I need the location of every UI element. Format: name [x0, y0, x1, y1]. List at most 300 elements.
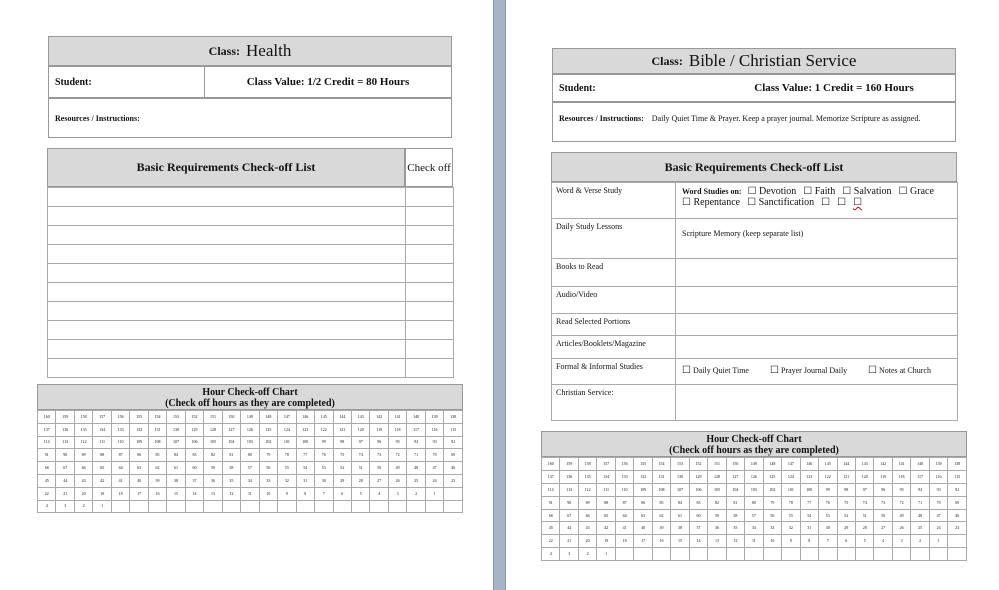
hour-cell[interactable]: 156: [111, 411, 129, 424]
hour-cell[interactable]: 2: [407, 487, 425, 500]
hour-cell[interactable]: 81: [726, 496, 744, 509]
hour-cell[interactable]: 10: [763, 535, 781, 548]
hour-cell[interactable]: 158: [74, 411, 92, 424]
hour-cell[interactable]: 24: [929, 522, 947, 535]
hour-cell[interactable]: 9: [782, 535, 800, 548]
hour-cell[interactable]: 53: [315, 462, 333, 475]
hour-cell[interactable]: 29: [837, 522, 855, 535]
hour-cell[interactable]: 128: [204, 423, 222, 436]
hour-cell[interactable]: [819, 548, 837, 561]
checkbox-icon[interactable]: ☐: [770, 365, 779, 376]
hour-cell[interactable]: 146: [800, 458, 818, 471]
hour-cell[interactable]: 3: [892, 535, 910, 548]
checkbox-icon[interactable]: ☐: [747, 197, 757, 208]
hour-cell[interactable]: 67: [56, 462, 74, 475]
hour-cell[interactable]: 5: [351, 487, 369, 500]
hour-cell[interactable]: [370, 500, 388, 513]
hour-cell[interactable]: [855, 548, 873, 561]
hour-cell[interactable]: 28: [351, 474, 369, 487]
hour-cell[interactable]: 147: [278, 411, 296, 424]
hour-cell[interactable]: 99: [819, 483, 837, 496]
hour-cell[interactable]: 3: [388, 487, 406, 500]
hour-cell[interactable]: 141: [388, 411, 406, 424]
hour-cell[interactable]: 91: [38, 449, 56, 462]
hour-cell[interactable]: 31: [800, 522, 818, 535]
hour-cell[interactable]: 48: [911, 509, 929, 522]
hour-cell[interactable]: 119: [874, 470, 892, 483]
hour-cell[interactable]: [800, 548, 818, 561]
hour-cell[interactable]: 151: [204, 411, 222, 424]
hour-cell[interactable]: 2: [911, 535, 929, 548]
hour-cell[interactable]: 122: [819, 470, 837, 483]
hour-cell[interactable]: 88: [597, 496, 615, 509]
hour-cell[interactable]: 52: [333, 462, 351, 475]
hour-cell[interactable]: 129: [185, 423, 203, 436]
hour-cell[interactable]: 79: [259, 449, 277, 462]
hour-cell[interactable]: 4: [370, 487, 388, 500]
hour-cell[interactable]: 140: [407, 411, 425, 424]
hour-cell[interactable]: 123: [296, 423, 314, 436]
checklist-row[interactable]: [48, 359, 406, 378]
hour-cell[interactable]: 61: [671, 509, 689, 522]
hour-cell[interactable]: 39: [652, 522, 670, 535]
hour-cell[interactable]: [671, 548, 689, 561]
word-studies-cell[interactable]: [676, 183, 958, 219]
hour-cell[interactable]: 110: [111, 436, 129, 449]
hour-cell[interactable]: 106: [689, 483, 707, 496]
hour-cell[interactable]: 62: [652, 509, 670, 522]
hour-cell[interactable]: 126: [745, 470, 763, 483]
hour-cell[interactable]: 132: [634, 470, 652, 483]
hour-cell[interactable]: 38: [671, 522, 689, 535]
hour-cell[interactable]: [167, 500, 185, 513]
hour-cell[interactable]: 35: [726, 522, 744, 535]
hour-cell[interactable]: 33: [259, 474, 277, 487]
hour-cell[interactable]: 46: [444, 462, 463, 475]
hour-cell[interactable]: 49: [892, 509, 910, 522]
checkbox-icon[interactable]: ☐: [898, 186, 908, 197]
hour-cell[interactable]: 158: [578, 458, 596, 471]
hour-cell[interactable]: 21: [560, 535, 578, 548]
hour-cell[interactable]: 145: [819, 458, 837, 471]
hour-cell[interactable]: 130: [167, 423, 185, 436]
hour-cell[interactable]: 70: [425, 449, 443, 462]
checklist-row[interactable]: [48, 302, 406, 321]
hour-cell[interactable]: 127: [726, 470, 744, 483]
hour-cell[interactable]: 139: [425, 411, 443, 424]
hour-cell[interactable]: 47: [929, 509, 947, 522]
hour-cell[interactable]: 53: [819, 509, 837, 522]
hour-cell[interactable]: [388, 500, 406, 513]
hour-cell[interactable]: 108: [652, 483, 670, 496]
checkbox-icon[interactable]: ☐: [682, 365, 691, 376]
hour-cell[interactable]: 4: [874, 535, 892, 548]
hour-cell[interactable]: 34: [241, 474, 259, 487]
hour-cell[interactable]: 76: [315, 449, 333, 462]
hour-cell[interactable]: 35: [222, 474, 240, 487]
hour-cell[interactable]: 141: [892, 458, 910, 471]
hour-cell[interactable]: 137: [38, 423, 56, 436]
hour-cell[interactable]: 13: [708, 535, 726, 548]
checklist-row[interactable]: [48, 264, 406, 283]
hour-cell[interactable]: 73: [370, 449, 388, 462]
hour-cell[interactable]: 77: [296, 449, 314, 462]
hour-cell[interactable]: 123: [800, 470, 818, 483]
hour-cell[interactable]: 108: [148, 436, 166, 449]
hour-cell[interactable]: 54: [296, 462, 314, 475]
hour-cell[interactable]: 83: [689, 496, 707, 509]
hour-cell[interactable]: 79: [763, 496, 781, 509]
hour-cell[interactable]: 124: [782, 470, 800, 483]
hour-cell[interactable]: 52: [837, 509, 855, 522]
hour-cell[interactable]: 3: [56, 500, 74, 513]
hour-cell[interactable]: 78: [278, 449, 296, 462]
requirement-entry[interactable]: [676, 259, 958, 287]
hour-cell[interactable]: 20: [578, 535, 596, 548]
hour-cell[interactable]: 16: [148, 487, 166, 500]
hour-cell[interactable]: 135: [578, 470, 596, 483]
hour-cell[interactable]: 151: [708, 458, 726, 471]
hour-cell[interactable]: 127: [222, 423, 240, 436]
hour-cell[interactable]: 55: [782, 509, 800, 522]
hour-cell[interactable]: [259, 500, 277, 513]
hour-cell[interactable]: 10: [259, 487, 277, 500]
hour-cell[interactable]: 8: [800, 535, 818, 548]
hour-cell[interactable]: [615, 548, 633, 561]
hour-cell[interactable]: 58: [222, 462, 240, 475]
hour-cell[interactable]: 67: [560, 509, 578, 522]
hour-cell[interactable]: 33: [763, 522, 781, 535]
hour-cell[interactable]: 142: [370, 411, 388, 424]
checkoff-cell[interactable]: [406, 264, 454, 283]
hour-cell[interactable]: 43: [74, 474, 92, 487]
hour-cell[interactable]: 111: [93, 436, 111, 449]
hour-cell[interactable]: 70: [929, 496, 947, 509]
hour-cell[interactable]: [444, 487, 463, 500]
checkoff-cell[interactable]: [406, 340, 454, 359]
hour-cell[interactable]: [130, 500, 148, 513]
hour-cell[interactable]: [111, 500, 129, 513]
hour-cell[interactable]: 50: [874, 509, 892, 522]
hour-cell[interactable]: [874, 548, 892, 561]
hour-cell[interactable]: 111: [597, 483, 615, 496]
hour-cell[interactable]: 37: [185, 474, 203, 487]
hour-cell[interactable]: 116: [929, 470, 947, 483]
hour-cell[interactable]: 63: [130, 462, 148, 475]
hour-cell[interactable]: [425, 500, 443, 513]
hour-cell[interactable]: [689, 548, 707, 561]
hour-cell[interactable]: 118: [892, 470, 910, 483]
hour-cell[interactable]: 11: [745, 535, 763, 548]
hour-cell[interactable]: 2: [578, 548, 596, 561]
hour-cell[interactable]: 137: [542, 470, 560, 483]
requirement-entry[interactable]: [676, 336, 958, 359]
hour-cell[interactable]: 25: [407, 474, 425, 487]
hour-cell[interactable]: 115: [444, 423, 463, 436]
hour-cell[interactable]: 119: [370, 423, 388, 436]
hour-cell[interactable]: 6: [837, 535, 855, 548]
hour-cell[interactable]: 159: [560, 458, 578, 471]
hour-cell[interactable]: 19: [93, 487, 111, 500]
checklist-row[interactable]: [48, 340, 406, 359]
hour-cell[interactable]: 134: [93, 423, 111, 436]
studies-options-cell[interactable]: [676, 359, 958, 385]
hour-cell[interactable]: 138: [444, 411, 463, 424]
hour-cell[interactable]: 107: [167, 436, 185, 449]
checkbox-icon[interactable]: ☐: [853, 197, 863, 208]
hour-cell[interactable]: 2: [74, 500, 92, 513]
hour-cell[interactable]: 120: [855, 470, 873, 483]
hour-cell[interactable]: 40: [130, 474, 148, 487]
hour-cell[interactable]: 68: [542, 509, 560, 522]
hour-cell[interactable]: 129: [689, 470, 707, 483]
hour-cell[interactable]: 144: [333, 411, 351, 424]
hour-cell[interactable]: 32: [278, 474, 296, 487]
hour-cell[interactable]: 60: [689, 509, 707, 522]
hour-cell[interactable]: 93: [929, 483, 947, 496]
hour-cell[interactable]: 26: [388, 474, 406, 487]
hour-cell[interactable]: 105: [708, 483, 726, 496]
hour-cell[interactable]: 1: [425, 487, 443, 500]
hour-cell[interactable]: 18: [615, 535, 633, 548]
hour-cell[interactable]: 118: [388, 423, 406, 436]
hour-cell[interactable]: [296, 500, 314, 513]
hour-cell[interactable]: 9: [278, 487, 296, 500]
hour-cell[interactable]: 90: [560, 496, 578, 509]
hour-cell[interactable]: 24: [425, 474, 443, 487]
hour-cell[interactable]: 68: [38, 462, 56, 475]
hour-cell[interactable]: [726, 548, 744, 561]
hour-cell[interactable]: 43: [578, 522, 596, 535]
hour-cell[interactable]: 42: [93, 474, 111, 487]
hour-cell[interactable]: 31: [296, 474, 314, 487]
hour-cell[interactable]: 64: [615, 509, 633, 522]
hour-cell[interactable]: 143: [351, 411, 369, 424]
hour-cell[interactable]: 125: [259, 423, 277, 436]
hour-cell[interactable]: [911, 548, 929, 561]
checkoff-cell[interactable]: [406, 359, 454, 378]
hour-cell[interactable]: 124: [278, 423, 296, 436]
hour-cell[interactable]: 27: [370, 474, 388, 487]
hour-cell[interactable]: 4: [38, 500, 56, 513]
hour-cell[interactable]: 41: [111, 474, 129, 487]
requirement-entry[interactable]: [676, 287, 958, 314]
hour-cell[interactable]: 117: [407, 423, 425, 436]
hour-cell[interactable]: [351, 500, 369, 513]
hour-cell[interactable]: 12: [726, 535, 744, 548]
hour-cell[interactable]: [892, 548, 910, 561]
hour-cell[interactable]: 115: [948, 470, 967, 483]
hour-cell[interactable]: 150: [726, 458, 744, 471]
hour-cell[interactable]: 17: [130, 487, 148, 500]
hour-cell[interactable]: 4: [542, 548, 560, 561]
hour-cell[interactable]: 42: [597, 522, 615, 535]
hour-cell[interactable]: 14: [689, 535, 707, 548]
hour-cell[interactable]: 22: [542, 535, 560, 548]
hour-cell[interactable]: 85: [652, 496, 670, 509]
hour-cell[interactable]: 25: [911, 522, 929, 535]
hour-cell[interactable]: 139: [929, 458, 947, 471]
hour-cell[interactable]: 57: [241, 462, 259, 475]
hour-cell[interactable]: 104: [222, 436, 240, 449]
hour-cell[interactable]: 131: [148, 423, 166, 436]
hour-cell[interactable]: 135: [74, 423, 92, 436]
hour-cell[interactable]: 18: [111, 487, 129, 500]
hour-cell[interactable]: 97: [855, 483, 873, 496]
hour-cell[interactable]: 63: [634, 509, 652, 522]
hour-cell[interactable]: 75: [837, 496, 855, 509]
hour-cell[interactable]: 80: [745, 496, 763, 509]
checkoff-cell[interactable]: [406, 245, 454, 264]
hour-cell[interactable]: [148, 500, 166, 513]
hour-cell[interactable]: 134: [597, 470, 615, 483]
checkoff-cell[interactable]: [406, 302, 454, 321]
hour-cell[interactable]: 114: [38, 436, 56, 449]
hour-cell[interactable]: 155: [130, 411, 148, 424]
checkoff-cell[interactable]: [406, 188, 454, 207]
hour-cell[interactable]: 100: [296, 436, 314, 449]
hour-cell[interactable]: 74: [351, 449, 369, 462]
hour-cell[interactable]: 78: [782, 496, 800, 509]
hour-cell[interactable]: 15: [671, 535, 689, 548]
hour-cell[interactable]: 102: [259, 436, 277, 449]
hour-cell[interactable]: 131: [652, 470, 670, 483]
hour-cell[interactable]: 98: [333, 436, 351, 449]
hour-cell[interactable]: 22: [38, 487, 56, 500]
hour-cell[interactable]: 138: [948, 458, 967, 471]
hour-cell[interactable]: 99: [315, 436, 333, 449]
hour-cell[interactable]: 103: [241, 436, 259, 449]
hour-cell[interactable]: 106: [185, 436, 203, 449]
hour-cell[interactable]: 48: [407, 462, 425, 475]
checklist-row[interactable]: [48, 245, 406, 264]
hour-cell[interactable]: 82: [204, 449, 222, 462]
checklist-row[interactable]: [48, 321, 406, 340]
hour-cell[interactable]: 136: [560, 470, 578, 483]
hour-cell[interactable]: 47: [425, 462, 443, 475]
hour-cell[interactable]: 72: [388, 449, 406, 462]
hour-cell[interactable]: 73: [874, 496, 892, 509]
hour-cell[interactable]: 153: [671, 458, 689, 471]
hour-cell[interactable]: [185, 500, 203, 513]
hour-cell[interactable]: 144: [837, 458, 855, 471]
hour-cell[interactable]: 98: [837, 483, 855, 496]
hour-cell[interactable]: 20: [74, 487, 92, 500]
hour-cell[interactable]: 92: [948, 483, 967, 496]
hour-cell[interactable]: 81: [222, 449, 240, 462]
hour-cell[interactable]: 96: [370, 436, 388, 449]
hour-cell[interactable]: 56: [259, 462, 277, 475]
hour-cell[interactable]: 122: [315, 423, 333, 436]
hour-cell[interactable]: 159: [56, 411, 74, 424]
hour-cell[interactable]: 45: [38, 474, 56, 487]
hour-cell[interactable]: 65: [597, 509, 615, 522]
hour-cell[interactable]: 7: [315, 487, 333, 500]
hour-cell[interactable]: 109: [130, 436, 148, 449]
hour-cell[interactable]: 143: [855, 458, 873, 471]
hour-cell[interactable]: 29: [333, 474, 351, 487]
hour-cell[interactable]: 28: [855, 522, 873, 535]
hour-cell[interactable]: 26: [892, 522, 910, 535]
hour-cell[interactable]: 71: [407, 449, 425, 462]
hour-cell[interactable]: 155: [634, 458, 652, 471]
hour-cell[interactable]: 102: [763, 483, 781, 496]
hour-cell[interactable]: 1: [929, 535, 947, 548]
hour-cell[interactable]: 91: [542, 496, 560, 509]
hour-cell[interactable]: 113: [560, 483, 578, 496]
hour-cell[interactable]: 89: [74, 449, 92, 462]
hour-cell[interactable]: 64: [111, 462, 129, 475]
hour-cell[interactable]: 83: [185, 449, 203, 462]
hour-cell[interactable]: 71: [911, 496, 929, 509]
hour-cell[interactable]: [204, 500, 222, 513]
hour-cell[interactable]: 157: [597, 458, 615, 471]
hour-cell[interactable]: 147: [782, 458, 800, 471]
hour-cell[interactable]: 149: [745, 458, 763, 471]
hour-cell[interactable]: 32: [782, 522, 800, 535]
hour-cell[interactable]: 88: [93, 449, 111, 462]
hour-cell[interactable]: 46: [948, 509, 967, 522]
checklist-row[interactable]: [48, 226, 406, 245]
hour-cell[interactable]: 7: [819, 535, 837, 548]
checklist-row[interactable]: [48, 188, 406, 207]
hour-cell[interactable]: 128: [708, 470, 726, 483]
hour-cell[interactable]: 113: [56, 436, 74, 449]
hour-cell[interactable]: 58: [726, 509, 744, 522]
hour-cell[interactable]: 59: [708, 509, 726, 522]
hour-cell[interactable]: 152: [185, 411, 203, 424]
hour-cell[interactable]: 154: [148, 411, 166, 424]
hour-cell[interactable]: 82: [708, 496, 726, 509]
checkbox-icon[interactable]: ☐: [747, 186, 757, 197]
hour-cell[interactable]: 148: [259, 411, 277, 424]
checklist-row[interactable]: [48, 283, 406, 302]
hour-cell[interactable]: [763, 548, 781, 561]
hour-cell[interactable]: 126: [241, 423, 259, 436]
hour-cell[interactable]: [745, 548, 763, 561]
hour-cell[interactable]: [241, 500, 259, 513]
hour-cell[interactable]: 100: [800, 483, 818, 496]
hour-cell[interactable]: 152: [689, 458, 707, 471]
hour-cell[interactable]: 30: [819, 522, 837, 535]
hour-cell[interactable]: 62: [148, 462, 166, 475]
hour-cell[interactable]: 101: [782, 483, 800, 496]
hour-cell[interactable]: 96: [874, 483, 892, 496]
hour-cell[interactable]: 60: [185, 462, 203, 475]
hour-cell[interactable]: 112: [578, 483, 596, 496]
hour-cell[interactable]: 121: [333, 423, 351, 436]
hour-cell[interactable]: 14: [185, 487, 203, 500]
hour-cell[interactable]: [444, 500, 463, 513]
hour-cell[interactable]: 94: [911, 483, 929, 496]
checkbox-icon[interactable]: ☐: [868, 365, 877, 376]
hour-cell[interactable]: 21: [56, 487, 74, 500]
hour-cell[interactable]: 44: [56, 474, 74, 487]
hour-cell[interactable]: 1: [597, 548, 615, 561]
hour-cell[interactable]: 146: [296, 411, 314, 424]
hour-cell[interactable]: [708, 548, 726, 561]
hour-cell[interactable]: [407, 500, 425, 513]
hour-cell[interactable]: 44: [560, 522, 578, 535]
hour-cell[interactable]: 87: [615, 496, 633, 509]
checkbox-icon[interactable]: ☐: [803, 186, 813, 197]
scripture-memory-cell[interactable]: [676, 219, 958, 259]
hour-cell[interactable]: 90: [56, 449, 74, 462]
hour-cell[interactable]: 55: [278, 462, 296, 475]
hour-cell[interactable]: 132: [130, 423, 148, 436]
hour-cell[interactable]: [948, 535, 967, 548]
hour-cell[interactable]: 103: [745, 483, 763, 496]
